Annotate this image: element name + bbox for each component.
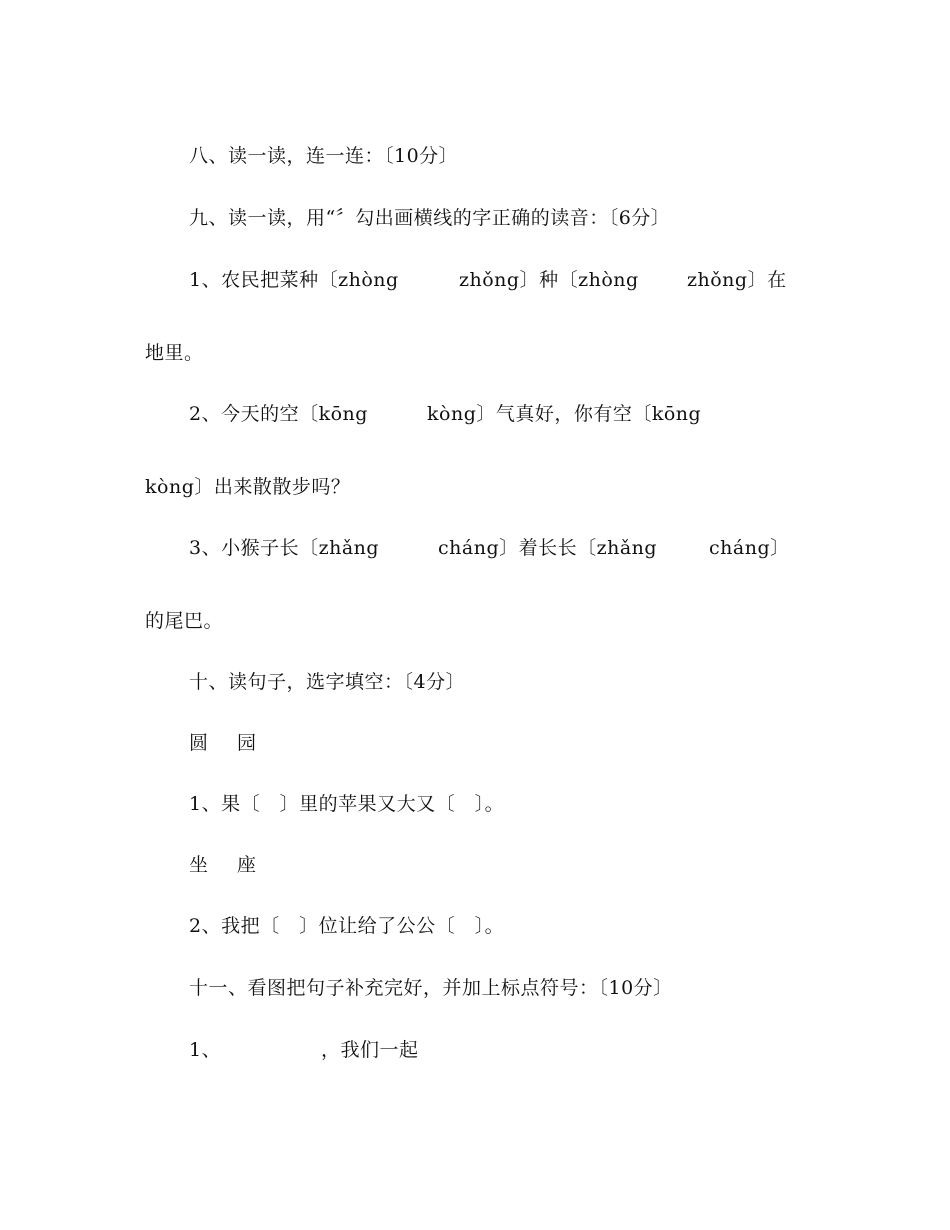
q11-item-1 [189,1038,589,1134]
section-11-heading: 十一、看图把句子补充完好，并加上标点符号：〔10分〕 [189,977,673,999]
section-9-heading: 九、读一读，用“〞勾出画横线的字正确的读音：〔6分〕 [189,207,671,229]
q9-item-3-lead: 3、小猴子长〔zhǎng [189,537,380,559]
q10-pair-1-word-b: 园 [237,732,257,754]
q11-item-1-number: 1、 [189,1039,222,1061]
q9-item-2-option-2: kòng〕气真好，你有空〔kōng [427,403,702,425]
q10-pair-2-word-b: 座 [237,854,257,876]
q9-item-1-continuation: 地里。 [145,342,204,364]
q9-item-1-option-2: zhǒng〕种〔zhòng [459,269,639,291]
q10-pair-1-word-a: 圆 [189,732,209,754]
section-8-heading: 八、读一读，连一连：〔10分〕 [189,145,459,167]
q10-pair-2-word-a: 坐 [189,854,209,876]
q9-item-3-option-3: cháng〕 [709,537,790,559]
section-10-heading: 十、读句子，选字填空：〔4分〕 [189,671,466,693]
q11-item-1-text: ，我们一起 [321,1039,419,1061]
q9-item-3-option-2: cháng〕着长长〔zhǎng [438,537,658,559]
q10-item-1: 1、果〔 〕里的苹果又大又〔 〕。 [189,793,505,815]
q9-item-1 [189,268,809,388]
q10-item-2: 2、我把〔 〕位让给了公公〔 〕。 [189,915,505,937]
q9-item-2-lead: 2、今天的空〔kōng [189,403,368,425]
q9-item-3 [189,536,789,656]
q9-item-2-continuation: kòng〕出来散散步吗？ [145,476,351,498]
q9-item-3-continuation: 的尾巴。 [145,610,224,632]
q9-item-1-option-3: zhǒng〕在 [687,269,787,291]
q9-item-1-lead: 1、农民把菜种〔zhòng [189,269,399,291]
